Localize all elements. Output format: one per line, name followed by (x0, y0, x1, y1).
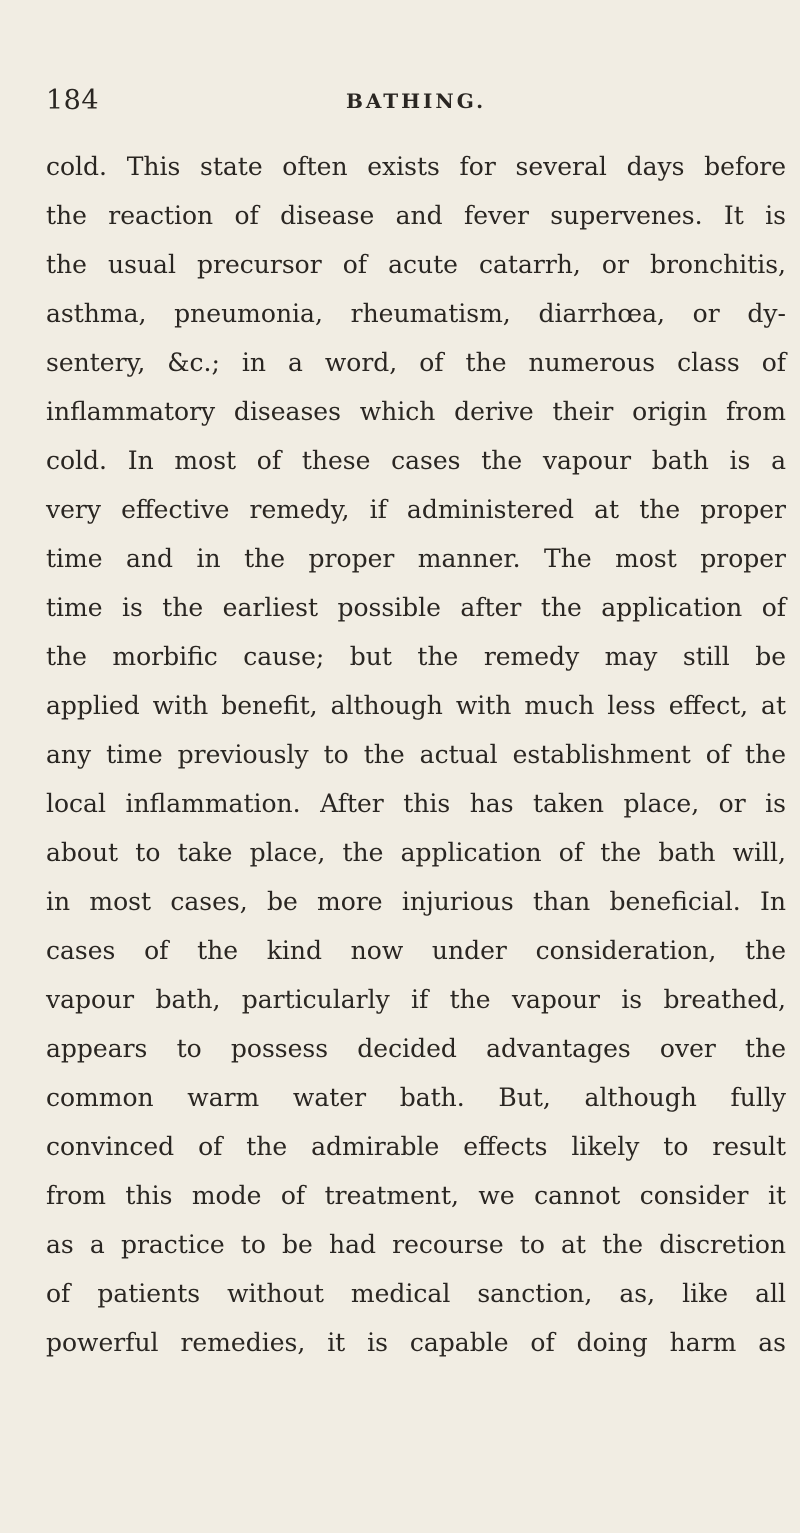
text-line: appears to possess decided advantages over the (46, 1034, 786, 1063)
body-text (46, 142, 786, 1367)
running-head (46, 85, 786, 119)
text-line: time and in the proper manner. The most proper (46, 544, 786, 573)
text-line: common warm water bath. But, although fully (46, 1083, 786, 1112)
text-line: applied with benefit, although with much less effect, at (46, 691, 786, 720)
text-line: local inflammation. After this has taken place, or is (46, 789, 786, 818)
text-line: the reaction of disease and fever supervenes. It is (46, 201, 786, 230)
text-line: from this mode of treatment, we cannot consider it (46, 1181, 786, 1210)
text-line: cold. In most of these cases the vapour bath is a (46, 446, 786, 475)
page-number: 184 (46, 85, 100, 116)
text-line: cases of the kind now under consideration, the (46, 936, 786, 965)
text-line: about to take place, the application of the bath will, (46, 838, 786, 867)
text-line: very effective remedy, if administered at the proper (46, 495, 786, 524)
text-line: sentery, &c.; in a word, of the numerous class of (46, 348, 786, 377)
running-title: BATHING. (345, 89, 487, 113)
text-line: convinced of the admirable effects likely to result (46, 1132, 786, 1161)
text-line: vapour bath, particularly if the vapour is breathed, (46, 985, 786, 1014)
text-line: powerful remedies, it is capable of doing harm as (46, 1328, 786, 1357)
text-line: cold. This state often exists for several days before (46, 152, 786, 181)
text-line: any time previously to the actual establishment of the (46, 740, 786, 769)
text-line: time is the earliest possible after the application of (46, 593, 786, 622)
text-line: asthma, pneumonia, rheumatism, diarrhœa, or dy- (46, 299, 786, 328)
text-line: inflammatory diseases which derive their origin from (46, 397, 786, 426)
text-line: the morbific cause; but the remedy may still be (46, 642, 786, 671)
text-line: of patients without medical sanction, as, like all (46, 1279, 786, 1308)
text-line: in most cases, be more injurious than beneficial. In (46, 887, 786, 916)
text-line: as a practice to be had recourse to at the discretion (46, 1230, 786, 1259)
text-line: the usual precursor of acute catarrh, or bronchitis, (46, 250, 786, 279)
